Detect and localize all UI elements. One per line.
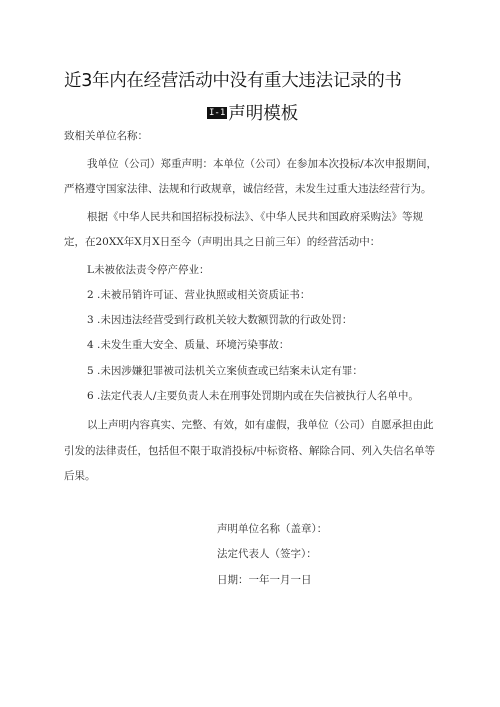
paragraph-1-line-1: 我单位（公司）郑重声明：本单位（公司）在参加本次投标/本次申报期间，	[87, 158, 438, 170]
paragraph-3-line-2: 引发的法律责任，包括但不限于取消投标/中标资格、解除合同、列入失信名单等	[64, 445, 436, 457]
list-item: 5 .未因涉嫌犯罪被司法机关立案侦查或已结案未认定有罪：	[87, 365, 363, 377]
list-item: 3 .未因违法经营受到行政机关较大数额罚款的行政处罚：	[87, 314, 353, 326]
document-title-line1: 近3年内在经营活动中没有重大违法记录的书	[64, 71, 402, 91]
list-item: 6 .法定代表人/主要负责人未在刑事处罚期内或在失信被执行人名单中。	[87, 390, 419, 402]
signature-unit-label: 声明单位名称（盖章）：	[217, 523, 328, 535]
paragraph-1-line-2: 严格遵守国家法律、法规和行政规章，诚信经营，未发生过重大违法经营行为。	[64, 183, 432, 195]
signature-representative-label: 法定代表人（签字）：	[217, 548, 317, 560]
paragraph-3-line-1: 以上声明内容真实、完整、有效，如有虚假，我单位（公司）自愿承担由此	[87, 419, 434, 431]
title-artifact-mark: I-1	[209, 107, 226, 118]
paragraph-2-line-1: 根据《中华人民共和国招标投标法》、《中华人民共和国政府采购法》等规	[87, 211, 423, 223]
paragraph-3-line-3: 后果。	[64, 470, 96, 482]
list-item: L未被依法责令停产停业：	[87, 264, 210, 276]
document-title-line2	[207, 100, 298, 125]
document-title-text: 声明模板	[228, 104, 299, 124]
list-item: 4 .未发生重大安全、质量、环境污染事故：	[87, 339, 290, 351]
signature-date-label: 日期：一年一月一日	[217, 574, 312, 586]
salutation: 致相关单位名称：	[64, 130, 148, 142]
list-item: 2 .未被吊销许可证、营业执照或相关资质证书：	[87, 289, 311, 301]
paragraph-2-line-2: 定，在20XX年X月X日至今（声明出具之日前三年）的经营活动中：	[64, 236, 381, 248]
